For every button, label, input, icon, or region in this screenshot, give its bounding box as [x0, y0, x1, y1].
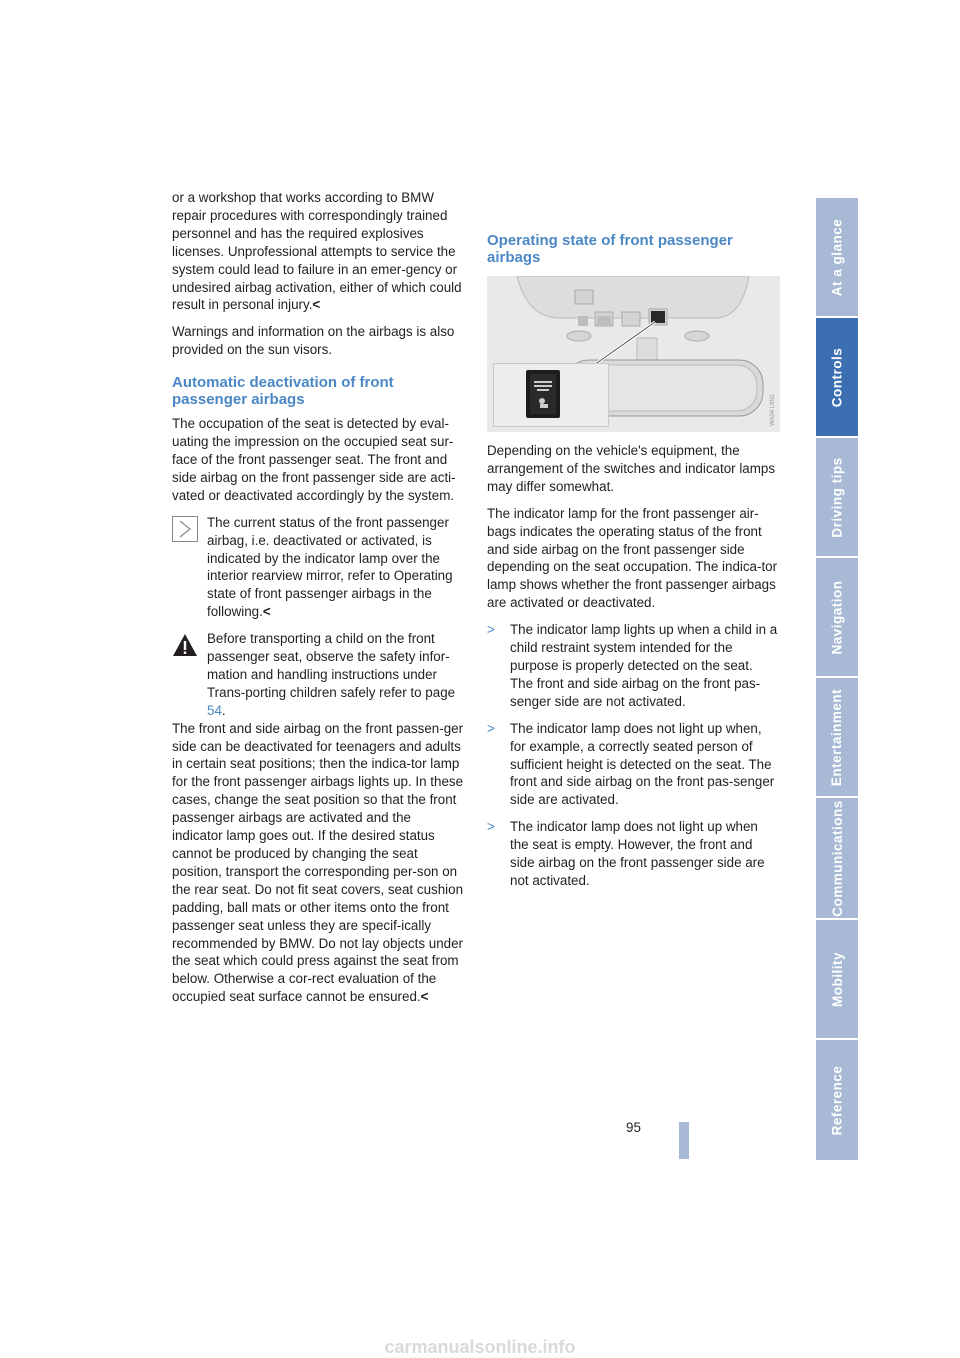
- indicator-paragraph: The indicator lamp for the front passenger air-bags indicates the operating status of the front and side airbag on the front passenger side depending on the seat occupation. The indica-tor lamp shows whether the front passenger airbags are activated or deactivated.: [487, 505, 778, 611]
- bullet-mark: >: [487, 819, 495, 835]
- tab-reference[interactable]: Reference: [816, 1040, 858, 1162]
- tab-communications[interactable]: Communications: [816, 798, 858, 920]
- tab-at-a-glance[interactable]: At a glance: [816, 198, 858, 318]
- intro-paragraph: or a workshop that works according to BMW repair procedures with correspondingly trained personnel and has the required explosives licenses. Unprofessional attempts to service the system could lead to failure in an emer-gency or undesired airbag activation, either of which could result in personal injury.<: [172, 190, 462, 313]
- svg-text:WA04 L8N1: WA04 L8N1: [770, 393, 776, 426]
- list-item: > The indicator lamp does not light up when the seat is empty. However, the front and side airbag on the front passenger side are not activated.: [487, 819, 765, 888]
- page-link[interactable]: 54: [207, 702, 222, 718]
- list-item: > The indicator lamp does not light up when, for example, a correctly seated person of sufficient height is detected on the seat. The front and side airbag on the front pas-senger side are activated.: [487, 720, 775, 808]
- note-arrow-icon: [172, 516, 198, 542]
- tab-navigation[interactable]: Navigation: [816, 558, 858, 678]
- chapter-tabs: [816, 198, 858, 1160]
- airbag-indicator-figure: [487, 276, 780, 432]
- bullet-mark: >: [487, 622, 495, 638]
- left-column: [172, 189, 464, 1006]
- tab-driving-tips[interactable]: Driving tips: [816, 438, 858, 558]
- sun-visor-paragraph: Warnings and information on the airbags is also provided on the sun visors.: [172, 324, 455, 358]
- tab-controls[interactable]: Controls: [816, 318, 858, 438]
- seat-detection-paragraph: The occupation of the seat is detected by eval-uating the impression on the occupied seat sur-face of the front passenger seat. The front and side airbag on the front passenger side are acti-vated or deactivated accordingly by the system.: [172, 416, 456, 503]
- warning-note: Before transporting a child on the front passenger seat, observe the safety infor-mation and handling instructions under Trans-porting children safely refer to page 54. The front and side airbag on the front passen-ger side can be deactivated for teenagers and adults in certain seat positions; then the indica-tor lamp for the front passenger airbags lights up. In these cases, change the seat position so that the front passenger airbags are activated and the indicator lamp goes out. If the desired status cannot be produced by changing the seat position, transport the corresponding per-son on the rear seat. Do not fit seat covers, seat cushion padding, ball mats or other items onto the front passenger seat unless they are specif-ically recommended by BMW. Do not lay objects under the seat which could press against the seat from below. Otherwise a cor-rect evaluation of the occupied seat surface cannot be ensured.<: [172, 631, 464, 1005]
- watermark-text: carmanualsonline.info: [384, 1337, 576, 1357]
- warning-triangle-icon: [172, 632, 198, 658]
- end-mark: <: [312, 297, 321, 313]
- warning-text: Before transporting a child on the front passenger seat, observe the safety infor-mation and handling instructions under Trans-porting children safely refer to page: [207, 631, 456, 700]
- warning-continued-text: The front and side airbag on the front passen-ger side can be deactivated for teenagers and adults in certain seat positions; then the indica-tor lamp for the front passenger airbags lights up. In these cases, change the seat position so that the front passenger airbags are activated and the indicator lamp goes out. If the desired status cannot be produced by changing the seat position, transport the corresponding per-son on the rear seat. Do not fit seat covers, seat cushion padding, ball mats or other items onto the front passenger seat unless they are specif-ically recommended by BMW. Do not lay objects under the seat which could press against the seat from below. Otherwise a cor-rect evaluation of the occupied seat surface cannot be ensured.: [172, 720, 464, 1005]
- airbag-indicator-icon: [494, 364, 608, 426]
- end-mark: <: [262, 604, 271, 620]
- section-heading-operating-state: Operating state of front passenger airbags: [487, 232, 733, 266]
- equipment-paragraph: Depending on the vehicle's equipment, the arrangement of the switches and indicator lamps may differ somewhat.: [487, 443, 776, 494]
- info-note: [172, 514, 464, 621]
- tab-entertainment[interactable]: Entertainment: [816, 678, 858, 798]
- list-item: > The indicator lamp lights up when a child in a child restraint system intended for the purpose is properly detected on the seat. The front and side airbag on the front pas-senger side are not activated.: [487, 622, 778, 709]
- page-number-bar: [679, 1122, 689, 1159]
- status-list: [487, 621, 779, 890]
- bullet-mark: >: [487, 720, 495, 736]
- right-column: [487, 232, 779, 273]
- end-mark: <: [420, 989, 429, 1005]
- tab-mobility[interactable]: Mobility: [816, 920, 858, 1040]
- right-column-body: [487, 442, 779, 899]
- indicator-inset: [493, 363, 609, 427]
- page-number: 95: [626, 1120, 641, 1135]
- note-text: The current status of the front passenger airbag, i.e. deactivated or activated, is indicated by the indicator lamp over the interior rearview mirror, refer to Operating state of front passenger airbags in the following.: [207, 514, 453, 620]
- section-heading-automatic-deactivation: Automatic deactivation of front passenger airbags: [172, 374, 394, 409]
